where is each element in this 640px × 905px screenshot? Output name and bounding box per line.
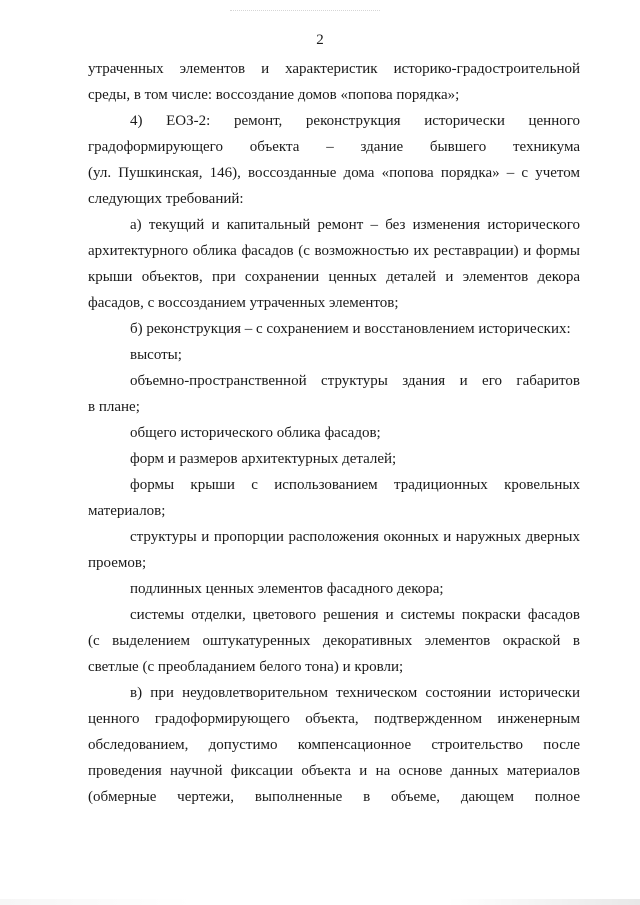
text-line: утраченных элементов и характеристик историко-градостроительной bbox=[88, 61, 580, 77]
text-line: градоформирующего объекта – здание бывшего техникума bbox=[88, 139, 580, 155]
text-line: структуры и пропорции расположения оконных и наружных дверных bbox=[130, 529, 580, 545]
text-line: (обмерные чертежи, выполненные в объеме, дающем полное bbox=[88, 789, 580, 805]
scan-artifact-bottom bbox=[0, 899, 640, 905]
text-line: (с выделением оштукатуренных декоративных элементов окраской в bbox=[88, 633, 580, 649]
text-line: системы отделки, цветового решения и системы покраски фасадов bbox=[130, 607, 580, 623]
text-line: проемов; bbox=[88, 555, 147, 571]
text-line: общего исторического облика фасадов; bbox=[130, 425, 381, 441]
text-line: ценного градоформирующего объекта, подтвержденном инженерным bbox=[88, 711, 580, 727]
text-line: б) реконструкция – с сохранением и восстановлением исторических: bbox=[130, 321, 571, 337]
text-line: в) при неудовлетворительном техническом состоянии исторически bbox=[130, 685, 580, 701]
text-line: материалов; bbox=[88, 503, 166, 519]
text-line: высоты; bbox=[130, 347, 182, 363]
text-line: крыши объектов, при сохранении ценных деталей и элементов декора bbox=[88, 269, 580, 285]
text-line: проведения научной фиксации объекта и на основе данных материалов bbox=[88, 763, 580, 779]
page-number: 2 bbox=[316, 32, 324, 48]
text-line: архитектурного облика фасадов (с возможностью их реставрации) и формы bbox=[88, 243, 580, 259]
text-line: 4) ЕОЗ-2: ремонт, реконструкция исторически ценного bbox=[130, 113, 580, 129]
scan-artifact-top bbox=[230, 10, 380, 17]
text-line: (ул. Пушкинская, 146), воссозданные дома «попова порядка» – с учетом bbox=[88, 165, 580, 181]
text-line: среды, в том числе: воссоздание домов «попова порядка»; bbox=[88, 87, 460, 103]
text-line: в плане; bbox=[88, 399, 140, 415]
text-line: следующих требований: bbox=[88, 191, 244, 207]
text-line: подлинных ценных элементов фасадного декора; bbox=[130, 581, 444, 597]
text-line: формы крыши с использованием традиционных кровельных bbox=[130, 477, 580, 493]
text-line: светлые (с преобладанием белого тона) и кровли; bbox=[88, 659, 404, 675]
text-line: объемно-пространственной структуры здания и его габаритов bbox=[130, 373, 580, 389]
document-body bbox=[88, 56, 580, 810]
text-line: а) текущий и капитальный ремонт – без изменения исторического bbox=[130, 217, 580, 233]
text-line: фасадов, с воссозданием утраченных элементов; bbox=[88, 295, 399, 311]
text-line: форм и размеров архитектурных деталей; bbox=[130, 451, 397, 467]
text-line: обследованием, допустимо компенсационное строительство после bbox=[88, 737, 580, 753]
